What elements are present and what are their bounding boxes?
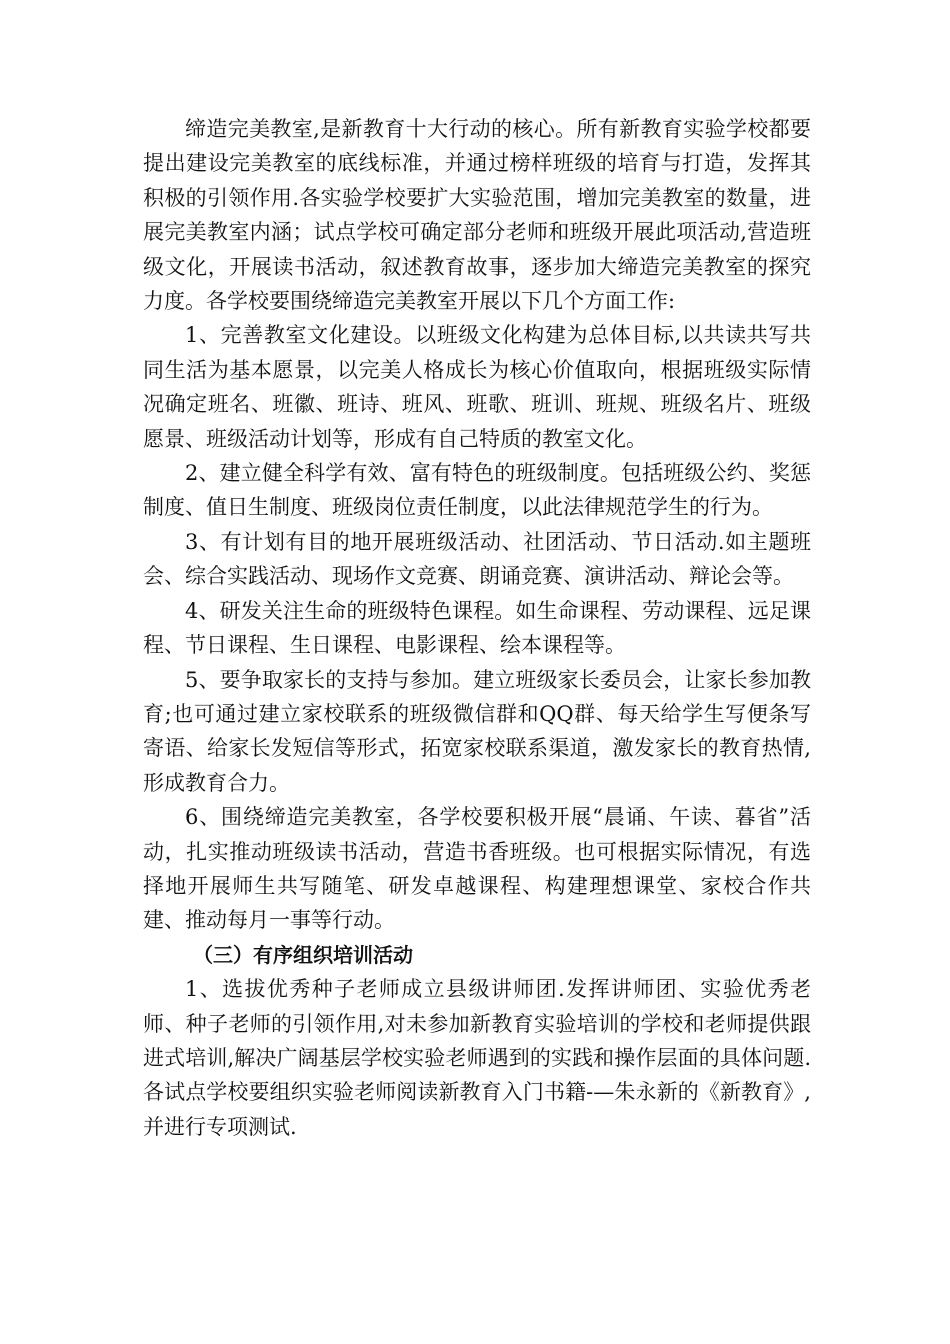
paragraph-item-4: 4、研发关注生命的班级特色课程。如生命课程、劳动课程、远足课程、节日课程、生日课程、电影课程、绘本课程等。 (143, 598, 811, 658)
paragraph-item-5: 5、要争取家长的支持与参加。建立班级家长委员会，让家长参加教育;也可通过建立家校联系的班级微信群和QQ群、每天给学生写便条写寄语、给家长发短信等形式，拓宽家校联系渠道，激发家长的教育热情,形成教育合力。 (143, 667, 811, 795)
paragraph-intro: 缔造完美教室,是新教育十大行动的核心。所有新教育实验学校都要提出建设完美教室的底线标准，并通过榜样班级的培育与打造，发挥其积极的引领作用.各实验学校要扩大实验范围，增加完美教室的数量，进展完美教室内涵；试点学校可确定部分老师和班级开展此项活动,营造班级文化，开展读书活动，叙述教育故事，逐步加大缔造完美教室的探究力度。各学校要围绕缔造完美教室开展以下几个方面工作: (143, 117, 811, 314)
paragraph-item-2: 2、建立健全科学有效、富有特色的班级制度。包括班级公约、奖惩制度、值日生制度、班级岗位责任制度，以此法律规范学生的行为。 (143, 461, 811, 520)
paragraph-item-1: 1、完善教室文化建设。以班级文化构建为总体目标,以共读共写共同生活为基本愿景，以完美人格成长为核心价值取向，根据班级实际情况确定班名、班徽、班诗、班风、班歌、班训、班规、班级名片、班级愿景、班级活动计划等，形成有自己特质的教室文化。 (143, 323, 811, 451)
paragraph-training-1: 1、选拔优秀种子老师成立县级讲师团.发挥讲师团、实验优秀老师、种子老师的引领作用,对未参加新教育实验培训的学校和老师提供跟进式培训,解决广阔基层学校实验老师遇到的实践和操作层面的具体问题.各试点学校要组织实验老师阅读新教育入门书籍-—朱永新的《新教育》,并进行专项测试. (143, 977, 811, 1139)
paragraph-item-6: 6、围绕缔造完美教室，各学校要积极开展“晨诵、午读、暮省”活动，扎实推动班级读书活动，营造书香班级。也可根据实际情况，有选择地开展师生共写随笔、研发卓越课程、构建理想课堂、家校合作共建、推动每月一事等行动。 (143, 805, 811, 933)
document-page (143, 112, 811, 1144)
paragraph-item-3: 3、有计划有目的地开展班级活动、社团活动、节日活动.如主题班会、综合实践活动、现场作文竞赛、朗诵竞赛、演讲活动、辩论会等。 (143, 529, 811, 589)
section-heading: （三）有序组织培训活动 (193, 942, 413, 967)
